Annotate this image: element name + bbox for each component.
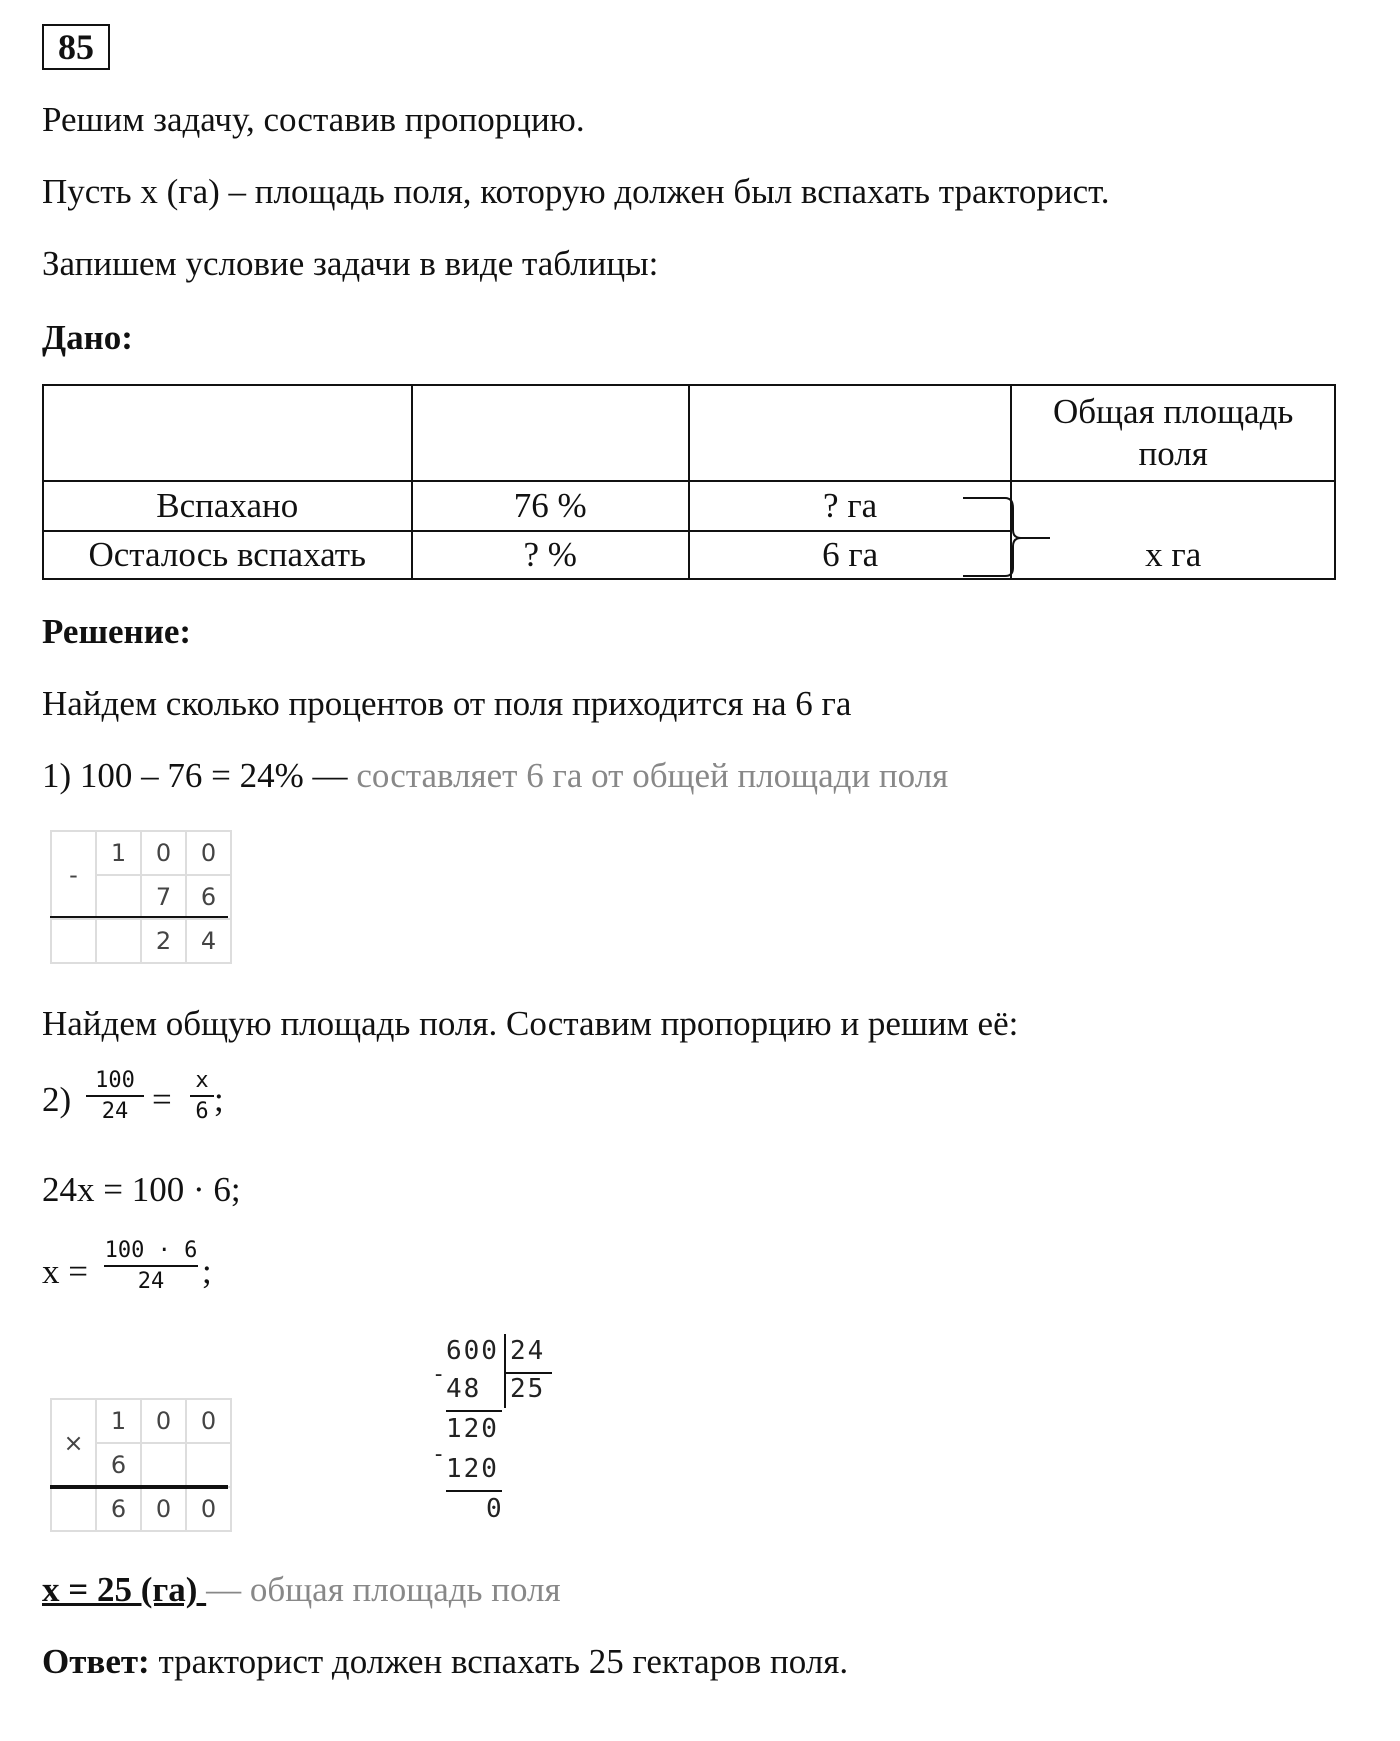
ld-remainder-2: 0 [486,1494,504,1524]
ld-minus-2: - [432,1442,448,1467]
result-line [42,1570,561,1610]
mul-cell: 0 [141,1487,186,1531]
sub-cell: 0 [186,831,231,875]
sub-cell: 0 [141,831,186,875]
fraction-denominator: 24 [101,1099,129,1124]
fraction-denominator: 24 [137,1269,165,1294]
ld-rule-1 [446,1410,502,1412]
multiplication-rule [50,1485,228,1489]
step1-main: 1) 100 – 76 = 24% — [42,756,348,795]
result-note: — общая площадь поля [206,1570,561,1609]
solution-label: Решение: [42,612,192,651]
subtraction-sign: - [51,831,96,919]
sub-cell: 7 [141,875,186,919]
multiplication-grid [50,1398,232,1532]
ld-divisor: 24 [510,1336,546,1366]
curly-brace-icon [955,490,1055,580]
sub-cell: 6 [186,875,231,919]
x-equals-prefix: x = [42,1252,88,1291]
sub-cell [96,875,141,919]
fraction-numerator: x [195,1068,209,1093]
ld-quotient: 25 [510,1374,546,1404]
ld-dividend: 600 [446,1336,499,1366]
mul-cell [186,1443,231,1487]
x-equals-semicolon: ; [202,1252,212,1291]
sub-cell: 4 [186,919,231,963]
mul-cell: 0 [186,1487,231,1531]
fraction-bar [104,1265,198,1267]
header-empty-3 [689,385,1011,481]
given-table [42,384,1336,580]
ld-remainder-1: 120 [446,1414,499,1444]
fraction-100-24 [86,1068,144,1124]
mul-cell: 0 [141,1399,186,1443]
intro-text: Решим задачу, составив пропорцию. [42,100,585,139]
fraction-bar [190,1095,214,1097]
multiplication-sign: × [51,1399,96,1487]
fraction-numerator: 100 [95,1068,135,1093]
row-plowed-percent: 76 % [412,481,689,531]
fraction-denominator: 6 [195,1099,209,1124]
step1-line [42,756,948,796]
answer-label: Ответ: [42,1642,150,1681]
sub-cell: 1 [96,831,141,875]
step2-prefix: 2) [42,1080,72,1119]
ld-subtrahend-1: 48 [446,1374,482,1404]
ld-rule-2 [446,1490,502,1492]
answer-text: тракторист должен вспахать 25 гектаров поля. [149,1642,849,1681]
step2-semicolon: ; [214,1080,224,1119]
ld-minus-1: - [432,1362,448,1387]
sub-cell: 2 [141,919,186,963]
mul-cell [51,1487,96,1531]
task-number: 85 [42,24,110,70]
row-remaining-label: Осталось вспахать [43,531,412,579]
header-total: Общая площадь поля [1011,385,1335,481]
table-intro-text: Запишем условие задачи в виде таблицы: [42,244,659,283]
total-area: x га [1011,481,1335,579]
result-main: x = 25 (га) [42,1570,207,1609]
answer-line [42,1642,848,1682]
header-empty-2 [412,385,689,481]
row-remaining-percent: ? % [412,531,689,579]
header-empty-1 [43,385,412,481]
fraction-x-6 [190,1068,214,1124]
let-text: Пусть x (га) – площадь поля, которую должен был вспахать тракторист. [42,172,1110,211]
subtraction-rule [50,916,228,918]
subtraction-grid [50,830,232,964]
ld-vertical-line [504,1334,506,1408]
mul-cell: 6 [96,1443,141,1487]
mul-cell: 0 [186,1399,231,1443]
mul-cell: 1 [96,1399,141,1443]
find-percent-text: Найдем сколько процентов от поля приходится на 6 га [42,684,852,723]
ld-subtrahend-2: 120 [446,1454,499,1484]
row-remaining-area: 6 га [689,531,1011,579]
equals-sign: = [152,1080,172,1119]
row-plowed-label: Вспахано [43,481,412,531]
mul-cell [141,1443,186,1487]
mul-cell: 6 [96,1487,141,1531]
fraction-numerator: 100 · 6 [104,1238,198,1263]
fraction-bar [86,1095,144,1097]
sub-cell [96,919,141,963]
fraction-600-24 [104,1238,198,1294]
equation-24x: 24x = 100 · 6; [42,1170,241,1209]
given-label: Дано: [42,318,133,357]
sub-cell [51,919,96,963]
ld-divisor-rule [504,1372,552,1374]
row-plowed-area: ? га [689,481,1011,531]
find-total-text: Найдем общую площадь поля. Составим пропорцию и решим её: [42,1004,1019,1043]
step1-note: составляет 6 га от общей площади поля [347,756,949,795]
